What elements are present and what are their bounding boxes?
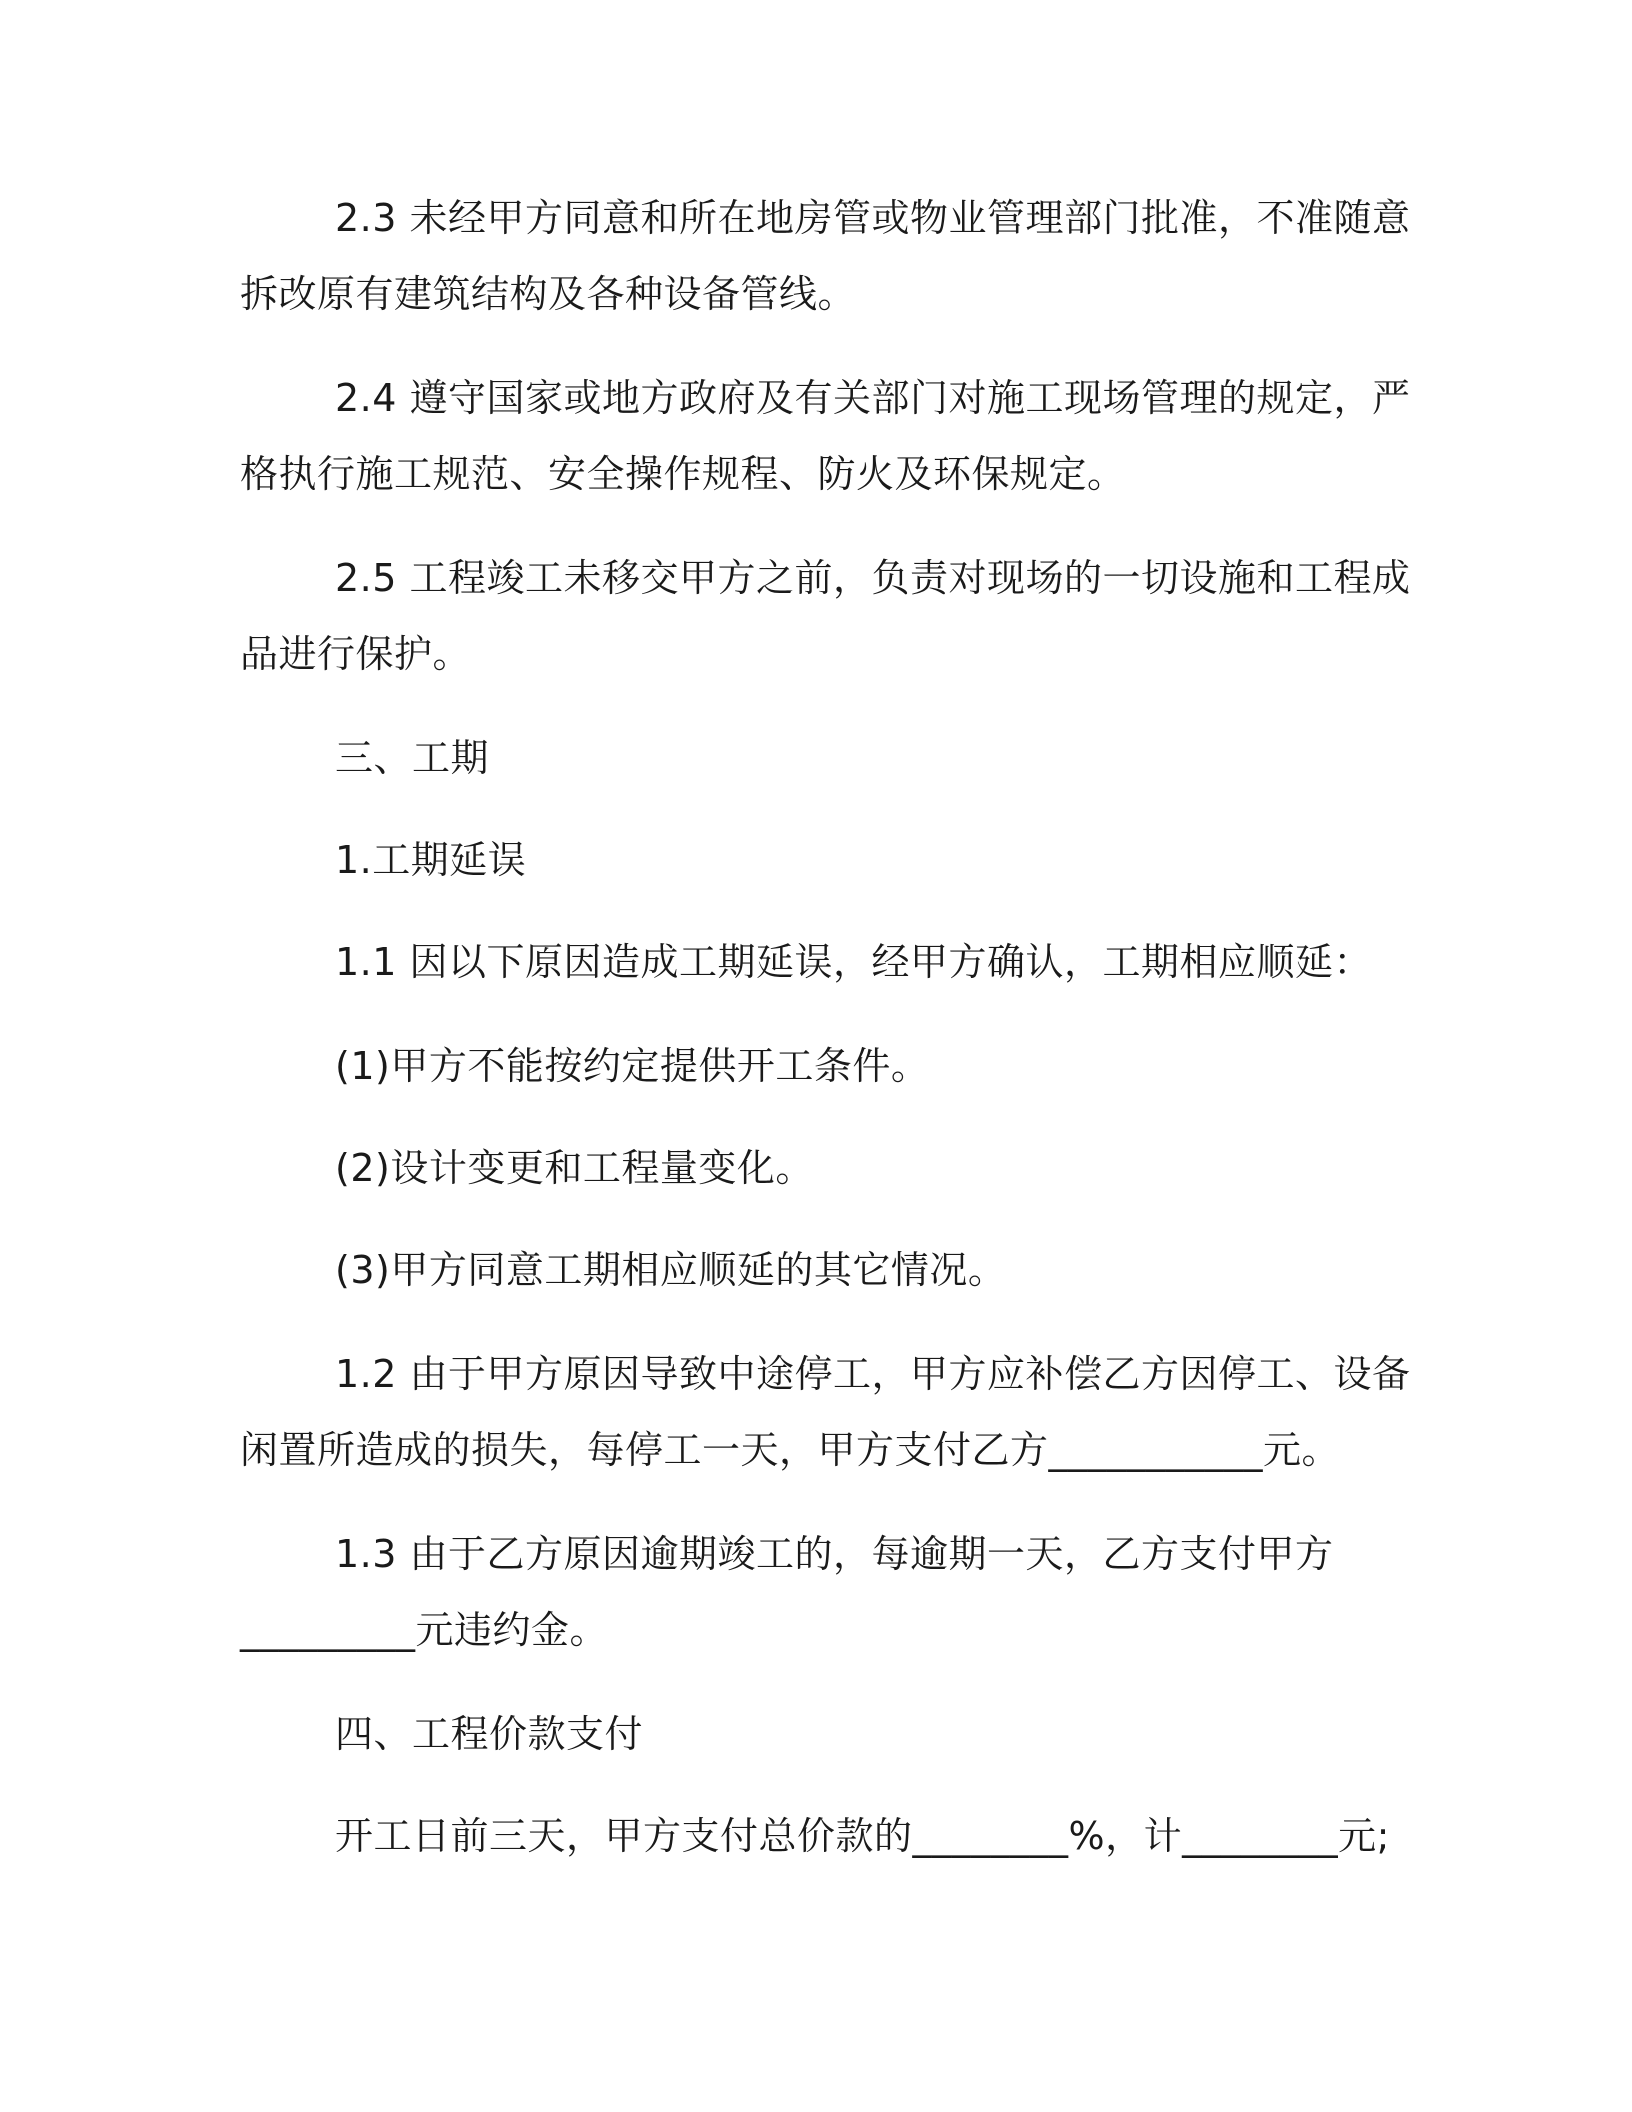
clause-2-5-line-2: 品进行保护。 [240,632,472,676]
clause-1-3-line-1: 1.3 由于乙方原因逾期竣工的，每逾期一天，乙方支付甲方 [335,1532,1334,1576]
clause-1-2-line-1: 1.2 由于甲方原因导致中途停工，甲方应补偿乙方因停工、设备 [335,1352,1411,1396]
clause-2-4-line-2: 格执行施工规范、安全操作规程、防火及环保规定。 [240,452,1126,496]
subsection-heading-delay: 1.工期延误 [335,838,527,882]
payment-clause-line-1: 开工日前三天，甲方支付总价款的________%，计________元; [335,1814,1390,1858]
clause-1-1-item-2: (2)设计变更和工程量变化。 [335,1146,814,1190]
clause-1-3-line-2: _________元违约金。 [240,1608,609,1652]
clause-1-1-item-3: (3)甲方同意工期相应顺延的其它情况。 [335,1248,1007,1292]
clause-2-4-line-1: 2.4 遵守国家或地方政府及有关部门对施工现场管理的规定，严 [335,376,1411,420]
clause-2-3-line-2: 拆改原有建筑结构及各种设备管线。 [240,272,857,316]
clause-1-2-line-2: 闲置所造成的损失，每停工一天，甲方支付乙方___________元。 [240,1428,1341,1472]
section-heading-payment: 四、工程价款支付 [335,1712,644,1756]
clause-1-1: 1.1 因以下原因造成工期延误，经甲方确认，工期相应顺延： [335,940,1373,984]
clause-2-3-line-1: 2.3 未经甲方同意和所在地房管或物业管理部门批准，不准随意 [335,196,1411,240]
section-heading-schedule: 三、工期 [335,736,490,780]
clause-1-1-item-1: (1)甲方不能按约定提供开工条件。 [335,1044,930,1088]
clause-2-5-line-1: 2.5 工程竣工未移交甲方之前，负责对现场的一切设施和工程成 [335,556,1411,600]
